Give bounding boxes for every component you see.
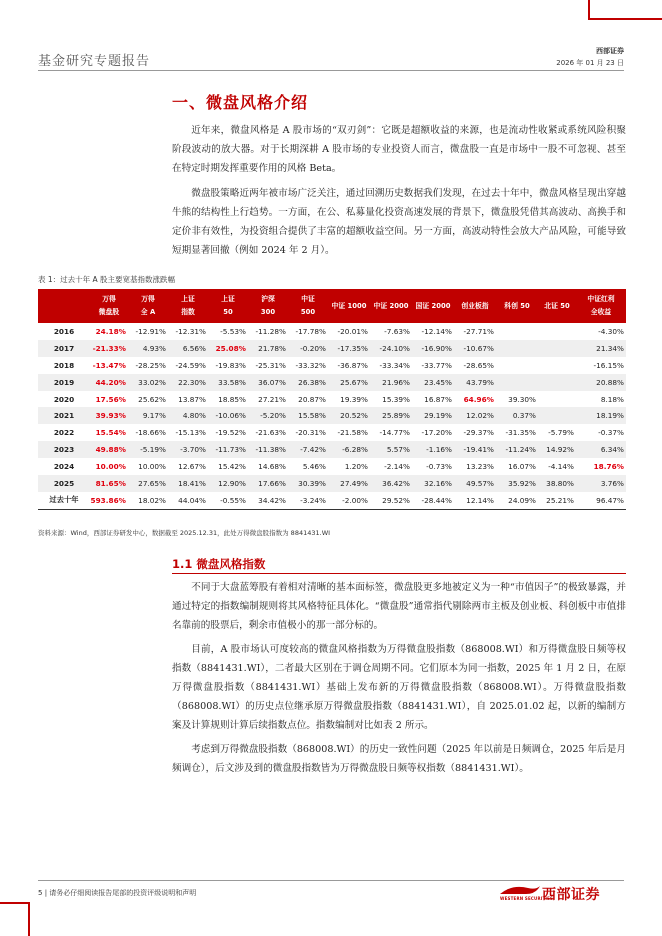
column-header-line1: 创业板指 [461,301,489,310]
table-cell: 34.42% [248,492,288,509]
footer-divider [38,880,624,881]
table-cell: 12.67% [178,462,206,472]
table-cell: 5.46% [302,462,326,472]
table-cell: -24.10% [370,340,412,357]
table-cell: -31.35% [505,428,536,438]
table-cell: 20.88% [576,374,626,391]
logo-chinese-name: 西部证券 [542,887,600,903]
table-cell: -5.53% [220,326,246,336]
table-cell: -19.41% [454,441,496,458]
table-cell: -28.25% [135,360,166,370]
table-row [38,340,626,357]
table-cell: -0.37% [598,428,624,438]
table-cell: 49.57% [454,475,496,492]
column-header-line1: 上证 [221,295,235,303]
column-header [576,289,626,323]
table-cell: -33.34% [379,360,410,370]
table-cell: 12.02% [454,407,496,424]
table-cell [538,407,576,424]
table-cell: 96.47% [576,492,626,509]
table-cell: -21.33% [90,340,128,357]
table-cell: -0.73% [426,462,452,472]
row-year: 2022 [53,428,75,438]
table-row [38,323,626,340]
row-year: 2023 [38,441,90,458]
table-cell: -18.66% [135,428,166,438]
table-cell: 6.34% [576,441,626,458]
column-header [370,289,412,323]
table-cell: -11.73% [208,441,248,458]
column-header [412,289,454,323]
row-year: 2024 [53,462,75,472]
subsection-title: 1.1 微盘风格指数 [172,557,266,571]
table-cell: 13.87% [178,394,206,404]
table-cell: -11.28% [255,326,286,336]
table-cell: 24.18% [95,326,126,336]
table-cell: -19.52% [215,428,246,438]
table-cell: -24.59% [175,360,206,370]
table-cell [538,374,576,391]
column-header-line2: 500 [300,308,316,316]
table-cell: 33.58% [208,374,248,391]
table-cell: -17.78% [295,326,326,336]
table-cell: 27.65% [128,475,168,492]
table-cell: -12.91% [135,326,166,336]
table-cell: -28.65% [463,360,494,370]
table-cell: -20.01% [337,326,368,336]
table-cell: 36.42% [370,475,412,492]
table-cell: 49.88% [90,441,128,458]
table-cell: 25.67% [328,374,370,391]
table-row [38,492,626,509]
table-cell: 30.39% [288,475,328,492]
column-header-line2: 全收益 [590,308,612,316]
column-header [288,289,328,323]
column-header [168,289,208,323]
table-cell: -27.71% [463,326,494,336]
column-header-line2: 50 [223,308,233,316]
table-cell: 18.19% [576,407,626,424]
table-cell: -15.13% [175,428,206,438]
table-cell: -33.77% [421,360,452,370]
section-paragraph-1: 近年来，微盘风格是 A 股市场的“双刃剑”：它既是超额收益的来源，也是流动性收紧或系统风险积聚阶段波动的放大器。对于长期深耕 A 股市场的专业投资人而言，微盘股一直是市场中一股不可忽视、甚至在特定时期发挥重要作用的风格 Beta。 [172,125,626,174]
column-header [454,289,496,323]
table-cell: 25.89% [370,407,412,424]
table-cell: 15.39% [382,394,410,404]
table-row [38,407,626,424]
table-cell: 10.00% [138,462,166,472]
table-cell: -7.63% [384,326,410,336]
table-cell: -5.19% [128,441,168,458]
table-source-note: 资料来源：Wind，西部证券研发中心，数据截至 2025.12.31，此处万得微盘股指数为 8841431.WI [38,529,331,537]
column-header-line1: 中证 [301,295,315,303]
table-cell: -29.37% [463,428,494,438]
table-cell: 20.87% [298,394,326,404]
table-cell [538,323,576,340]
index-returns-table [38,289,626,510]
row-year: 2020 [53,394,75,404]
table-cell: 18.85% [218,394,246,404]
table-cell: 21.78% [248,340,288,357]
table-cell: 12.90% [208,475,248,492]
section-title: 一、微盘风格介绍 [172,93,309,112]
table-cell: 36.07% [248,374,288,391]
column-header-line1: 中证 1000 [331,301,367,310]
row-year: 2017 [38,340,90,357]
table-cell: 81.65% [90,475,128,492]
table-row [38,458,626,475]
table-cell: -12.14% [421,326,452,336]
table-cell [496,374,538,391]
table-cell: -33.32% [295,360,326,370]
table-cell: -12.31% [175,326,206,336]
column-header [328,289,370,323]
table-cell: 35.92% [496,475,538,492]
table-cell: -11.38% [248,441,288,458]
report-category-title: 基金研究专题报告 [38,54,151,69]
table-cell: 15.58% [288,407,328,424]
section-body [172,121,626,260]
table-header-row [38,289,626,323]
table-cell: 10.00% [95,462,126,472]
table-cell: 13.23% [466,462,494,472]
table-cell: 0.37% [496,407,538,424]
table-cell: 6.56% [168,340,208,357]
table-cell [496,340,538,357]
table-cell: 8.18% [600,394,624,404]
column-header-line1: 中证红利 [587,295,615,303]
column-header-line1: 万得 [141,295,155,303]
table-cell: -2.14% [384,462,410,472]
column-header [128,289,168,323]
table-cell: 43.79% [454,374,496,391]
table-cell: -7.42% [288,441,328,458]
header-divider [38,70,624,71]
table-cell: 26.38% [288,374,328,391]
table-cell: -17.35% [328,340,370,357]
table-cell: 38.80% [538,475,576,492]
subsection-paragraph-3: 考虑到万得微盘股指数（868008.WI）的历史一致性问题（2025 年以前是日频调仓，2025 年后是月频调仓），后文涉及到的微盘股指数皆为万得微盘股日频等权指数（8841431.WI）。 [172,744,626,774]
table-cell: 5.57% [370,441,412,458]
table-cell: -6.28% [328,441,370,458]
table-cell: 12.14% [454,492,496,509]
table-cell: -4.30% [598,326,624,336]
table-cell: 64.96% [463,394,494,404]
table-caption: 表 1：过去十年 A 股主要宽基指数涨跌幅 [38,275,176,284]
header-date: 2026 年 01 月 23 日 [556,59,624,67]
table-cell: 17.66% [248,475,288,492]
row-year: 2025 [38,475,90,492]
footer-disclaimer: 5 | 请务必仔细阅读报告尾部的投资评级说明和声明 [38,889,197,897]
subsection-paragraph-1: 不同于大盘蓝筹股有着相对清晰的基本面标签，微盘股更多地被定义为一种“市值因子”的极致暴露，并通过特定的指数编制规则将其风格特征具体化。“微盘股”通常指代剔除两市主板及创业板、科创板中市值排名靠前的股票后，剩余市值极小的那一部分标的。 [172,582,626,631]
table-cell: 15.54% [95,428,126,438]
table-cell: 18.02% [128,492,168,509]
table-cell: -13.47% [92,360,126,370]
table-cell: -16.90% [412,340,454,357]
table-cell: 32.16% [412,475,454,492]
table-cell: -3.70% [168,441,208,458]
logo-english-name: WESTERN SECURITIES [500,896,554,901]
column-header [208,289,248,323]
table-cell: -5.20% [248,407,288,424]
table-cell [496,357,538,374]
table-row [38,475,626,492]
column-header-line1: 北证 50 [544,301,570,310]
table-cell: -1.16% [412,441,454,458]
table-row [38,424,626,441]
row-year: 2021 [38,407,90,424]
column-header [248,289,288,323]
table-cell: 16.07% [508,462,536,472]
column-header-line2: 全 A [140,308,156,316]
column-header-line1: 沪深 [261,295,275,303]
table-cell: -17.20% [421,428,452,438]
table-cell: -25.31% [255,360,286,370]
company-logo [498,882,626,904]
column-header-line2: 300 [260,308,276,316]
table-cell: 33.02% [128,374,168,391]
table-row [38,441,626,458]
table-row [38,357,626,374]
column-header-line1: 中证 2000 [373,301,409,310]
subsection-body [172,578,626,778]
page-number: 5 [38,889,43,897]
table-cell: 593.86% [90,492,128,509]
table-cell: -0.55% [208,492,248,509]
table-cell: 44.04% [168,492,208,509]
table-cell: 21.34% [576,340,626,357]
table-cell: 27.21% [258,394,286,404]
column-header-line1: 上证 [181,295,195,303]
table-cell: 22.30% [168,374,208,391]
table-cell: 9.17% [128,407,168,424]
table-cell: -10.67% [454,340,496,357]
table-cell: 23.45% [412,374,454,391]
table-cell [538,391,576,408]
table-cell: -5.79% [548,428,574,438]
table-cell: 44.20% [90,374,128,391]
table-cell: 39.93% [90,407,128,424]
column-header-line2: 指数 [181,308,195,316]
table-cell: 4.93% [128,340,168,357]
column-header-line1: 国证 2000 [415,301,451,310]
table-cell: -21.63% [255,428,286,438]
column-header-line2: 微盘股 [98,308,120,316]
table-cell: 21.96% [370,374,412,391]
table-cell: -28.44% [412,492,454,509]
table-cell: -20.31% [295,428,326,438]
table-cell: 39.30% [508,394,536,404]
table-cell [538,340,576,357]
table-cell: -2.00% [328,492,370,509]
table-cell: -36.87% [337,360,368,370]
table-cell: 29.19% [412,407,454,424]
table-cell [496,323,538,340]
table-cell: -21.58% [337,428,368,438]
table-cell: 25.62% [138,394,166,404]
table-cell: 18.41% [168,475,208,492]
column-header-line1: 万得 [102,295,116,303]
table-cell: 17.56% [95,394,126,404]
disclaimer-text: 请务必仔细阅读报告尾部的投资评级说明和声明 [49,889,197,897]
corner-decoration-top [588,0,662,20]
table-cell: -14.77% [379,428,410,438]
table-cell: 16.87% [424,394,452,404]
table-cell: -0.20% [288,340,328,357]
table-cell: 19.39% [340,394,368,404]
table-cell: 27.49% [328,475,370,492]
row-year: 过去十年 [38,492,90,509]
column-header [496,289,538,323]
column-header-line1: 科创 50 [504,301,530,310]
table-cell: 25.21% [538,492,576,509]
table-cell: 18.76% [593,462,624,472]
table-cell: 14.68% [258,462,286,472]
table-cell: 20.52% [328,407,370,424]
table-row [38,391,626,408]
subsection-paragraph-2: 目前，A 股市场认可度较高的微盘风格指数为万得微盘股指数（868008.WI）和万得微盘股日频等权指数（8841431.WI），二者最大区别在于调仓周期不同。它们原本为同一指数，2025 年 1 月 2 日，在原万得微盘股指数（8841431.WI）基础上发布新的万得微盘股指数（868008.WI）。万得微盘股指数（868008.WI）的历史点位继承原万得微盘股指数（8841431.WI），自 2025.01.02 起，以新的编制方案及计算规则计算后续指数点位。指数编制对比如表 2 所示。 [172,644,626,731]
table-cell: -10.06% [208,407,248,424]
row-year: 2016 [53,326,75,336]
row-year: 2018 [53,360,75,370]
column-header [538,289,576,323]
table-cell: 24.09% [496,492,538,509]
table-cell: 25.08% [208,340,248,357]
section-paragraph-2: 微盘股策略近两年被市场广泛关注，通过回溯历史数据我们发现，在过去十年中，微盘风格呈现出穿越牛熊的结构性上行趋势。一方面，在公、私募量化投资高速发展的背景下，微盘股凭借其高波动、高换手和定价非有效性，为投资组合提供了丰富的超额收益空间。另一方面，高波动特性会放大产品风险，可能导致短期显著回撤（例如 2024 年 2 月）。 [172,188,626,256]
header-brand: 西部证券 [596,47,624,55]
table-cell: 1.20% [344,462,368,472]
row-year: 2019 [38,374,90,391]
table-cell: 14.92% [538,441,576,458]
table-cell: -3.24% [288,492,328,509]
table-cell: 4.80% [168,407,208,424]
table-row [38,374,626,391]
subsection-divider [172,573,626,574]
table-cell: 3.76% [576,475,626,492]
table-cell: -19.83% [215,360,246,370]
table-cell: 29.52% [370,492,412,509]
table-cell: -16.15% [593,360,624,370]
column-header [90,289,128,323]
table-cell [538,357,576,374]
corner-decoration-bottom [0,902,30,936]
table-cell: -4.14% [548,462,574,472]
table-cell: -11.24% [496,441,538,458]
table-cell: 15.42% [218,462,246,472]
column-header [38,289,90,323]
